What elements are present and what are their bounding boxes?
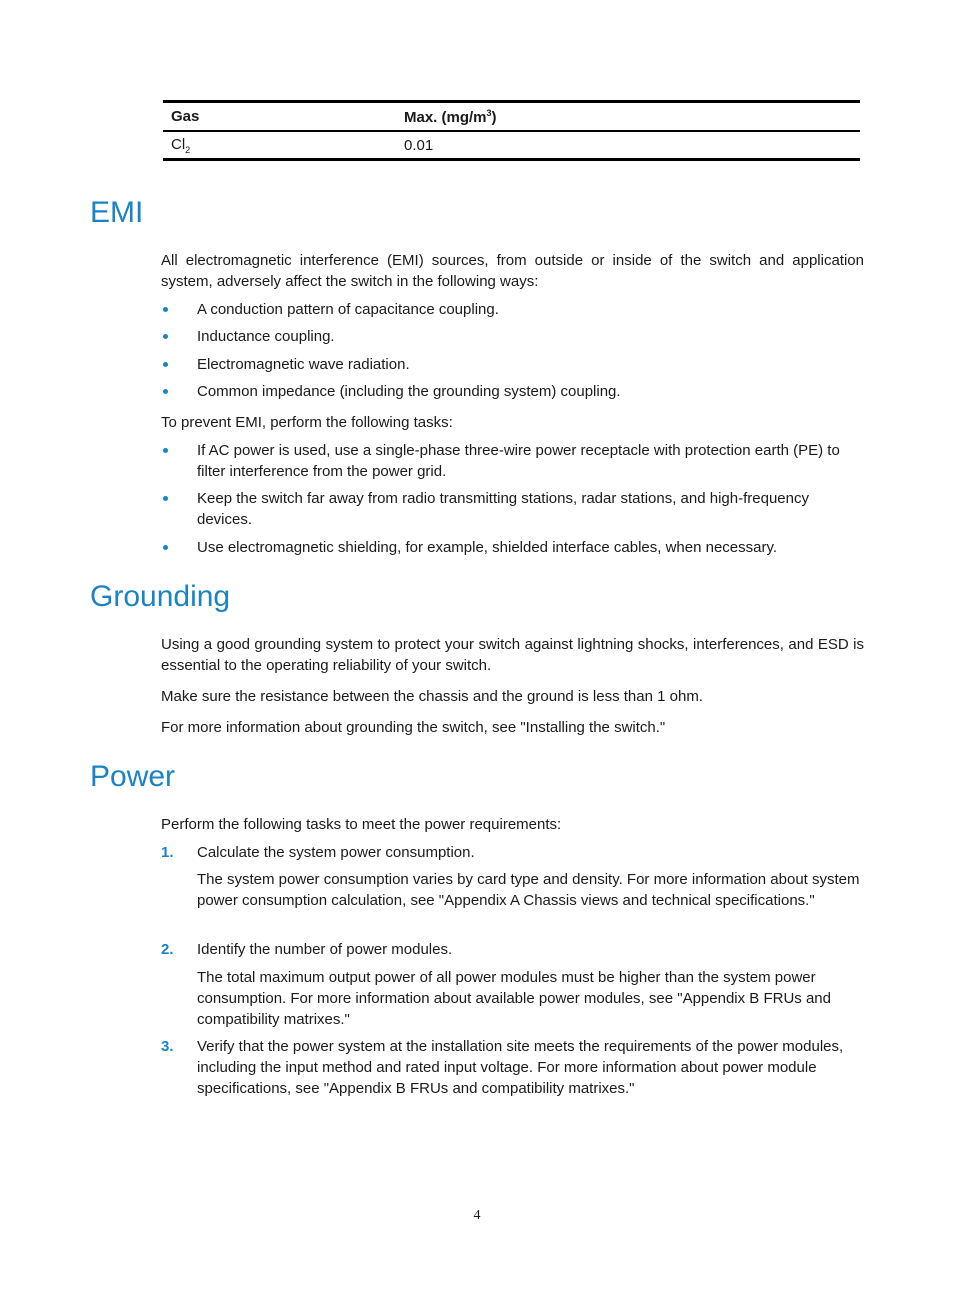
- heading-power: Power: [90, 760, 176, 793]
- power-intro: Perform the following tasks to meet the power requirements:: [161, 816, 562, 833]
- bullet-icon: [163, 362, 168, 367]
- heading-emi: EMI: [90, 196, 144, 229]
- grounding-para-1: Using a good grounding system to protect your switch against lightning shocks, interferences, and ESD is essential to the operating reliability of your switch.: [161, 636, 864, 674]
- list-item: If AC power is used, use a single-phase three-wire power receptacle with protection earth (PE) to filter interference from the power grid.: [161, 440, 864, 482]
- list-item: A conduction pattern of capacitance coupling.: [161, 299, 864, 320]
- list-item: 1. Calculate the system power consumption.: [161, 844, 475, 861]
- bullet-icon: [163, 307, 168, 312]
- step-detail: The total maximum output power of all power modules must be higher than the system power consumption. For more information about available power modules, see "Appendix B FRUs and compatibility matrixes.": [197, 969, 831, 1028]
- header-gas: Gas: [171, 108, 200, 125]
- gas-table: [163, 100, 860, 161]
- list-item: 2. Identify the number of power modules.: [161, 941, 453, 958]
- grounding-para-2: Make sure the resistance between the chassis and the ground is less than 1 ohm.: [161, 688, 703, 705]
- list-item: 3. Verify that the power system at the installation site meets the requirements of the power modules, including the input method and rated input voltage. For more information about power module specifications, see "Appendix B FRUs and compatibility matrixes.": [161, 1038, 844, 1097]
- list-item: Keep the switch far away from radio transmitting stations, radar stations, and high-frequency devices.: [161, 488, 864, 530]
- list-item: Use electromagnetic shielding, for example, shielded interface cables, when necessary.: [161, 537, 864, 558]
- bullet-icon: [163, 496, 168, 501]
- cell-max: 0.01: [404, 136, 434, 154]
- cell-gas: $Cl_2$: [171, 135, 191, 155]
- list-item: Electromagnetic wave radiation.: [161, 354, 864, 375]
- bullet-icon: [163, 334, 168, 339]
- emi-prevent-intro: To prevent EMI, perform the following tasks:: [161, 414, 453, 431]
- heading-grounding: Grounding: [90, 580, 231, 613]
- page-number: 4: [473, 1208, 481, 1223]
- step-detail: The system power consumption varies by card type and density. For more information about system power consumption calculation, see "Appendix A Chassis views and technical specifications.": [197, 871, 860, 909]
- table-bottom-rule: [163, 158, 860, 161]
- list-item: Common impedance (including the grounding system) coupling.: [161, 381, 864, 402]
- bullet-icon: [163, 389, 168, 394]
- header-max: Max. $(mg/m^3)$: [404, 107, 497, 126]
- grounding-para-3: For more information about grounding the switch, see "Installing the switch.": [161, 719, 666, 736]
- bullet-icon: [163, 448, 168, 453]
- bullet-icon: [163, 545, 168, 550]
- emi-intro: All electromagnetic interference (EMI) sources, from outside or inside of the switch and application system, adversely affect the switch in the following ways:: [161, 252, 864, 290]
- table-header-row: [163, 103, 860, 130]
- list-item: Inductance coupling.: [161, 326, 864, 347]
- table-row: [163, 132, 860, 158]
